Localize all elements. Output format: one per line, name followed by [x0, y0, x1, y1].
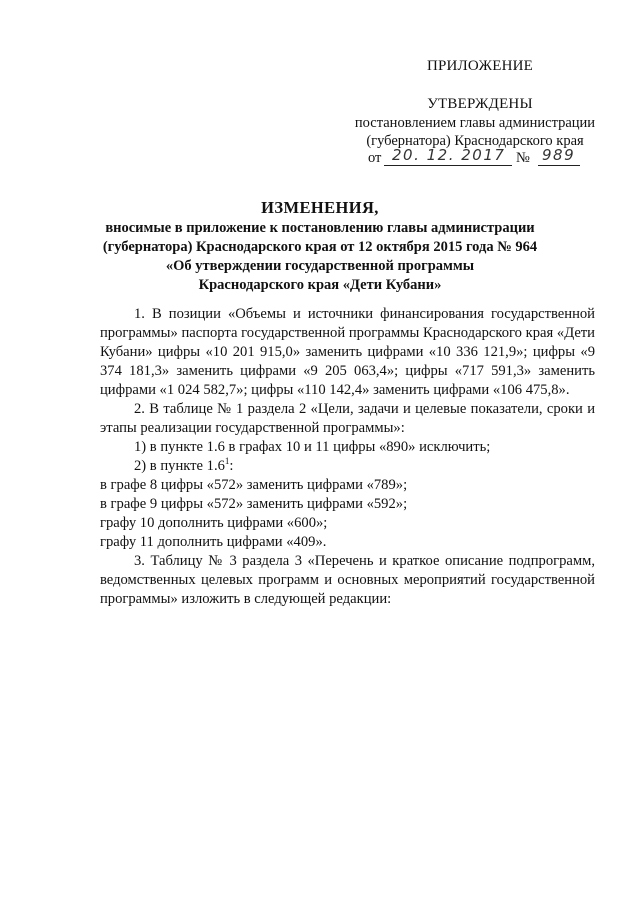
- paragraph-2-item-2: [100, 457, 595, 476]
- handwritten-number: 989: [542, 146, 576, 164]
- document-subtitle-1: вносимые в приложение к постановлению главы администрации: [105, 220, 535, 236]
- from-label: от: [368, 150, 382, 166]
- number-label: №: [516, 150, 530, 166]
- paragraph-2-line-4: в графе 9 цифры «572» заменить цифрами «592»;: [100, 496, 408, 512]
- paragraph-3: 3. Таблицу № 3 раздела 3 «Перечень и краткое описание подпрограмм, ведомственных целевых программ и основных мероприятий государственной программы» изложить в следующей редакции:: [100, 553, 595, 607]
- approved-by-line: постановлением главы администрации: [354, 115, 596, 131]
- paragraph-2-line-5: графу 10 дополнить цифрами «600»;: [100, 515, 328, 531]
- document-title: ИЗМЕНЕНИЯ,: [261, 198, 379, 217]
- item-2-superscript: 1: [224, 456, 230, 467]
- document-subtitle-2: (губернатора) Краснодарского края от 12 октября 2015 года № 964: [102, 239, 538, 255]
- appendix-label: ПРИЛОЖЕНИЕ: [426, 58, 534, 74]
- document-subtitle-4: Краснодарского края «Дети Кубани»: [198, 277, 442, 293]
- approved-label: УТВЕРЖДЕНЫ: [427, 96, 533, 112]
- approved-by-line-2: (губернатора) Краснодарского края: [366, 133, 584, 149]
- handwritten-date: 20. 12. 2017: [392, 146, 506, 164]
- paragraph-2-item-1: 1) в пункте 1.6 в графах 10 и 11 цифры «890» исключить;: [134, 439, 491, 455]
- paragraph-2-line-6: графу 11 дополнить цифрами «409».: [100, 534, 327, 550]
- document-body: [100, 305, 595, 609]
- paragraph-2-line-3: в графе 8 цифры «572» заменить цифрами «789»;: [100, 477, 408, 493]
- date-number-row: [368, 148, 608, 168]
- paragraph-2: 2. В таблице № 1 раздела 2 «Цели, задачи и целевые показатели, сроки и этапы реализации государственной программы»:: [100, 401, 595, 436]
- item-2-colon: :: [229, 458, 234, 474]
- document-subtitle-3: «Об утверждении государственной программы: [165, 258, 475, 274]
- paragraph-1: 1. В позиции «Объемы и источники финансирования государственной программы» паспорта государственной программы Краснодарского края «Дети Кубани» цифры «10 201 915,0» заменить цифрами «10 336 121,9»; цифры «9 374 181,3» заменить цифрами «9 205 063,4»; цифры «717 591,3» заменить цифрами «1 024 582,7»; цифры «110 142,4» заменить цифрами «106 475,8».: [100, 306, 595, 398]
- item-2-text: 2) в пункте 1.6: [134, 458, 225, 474]
